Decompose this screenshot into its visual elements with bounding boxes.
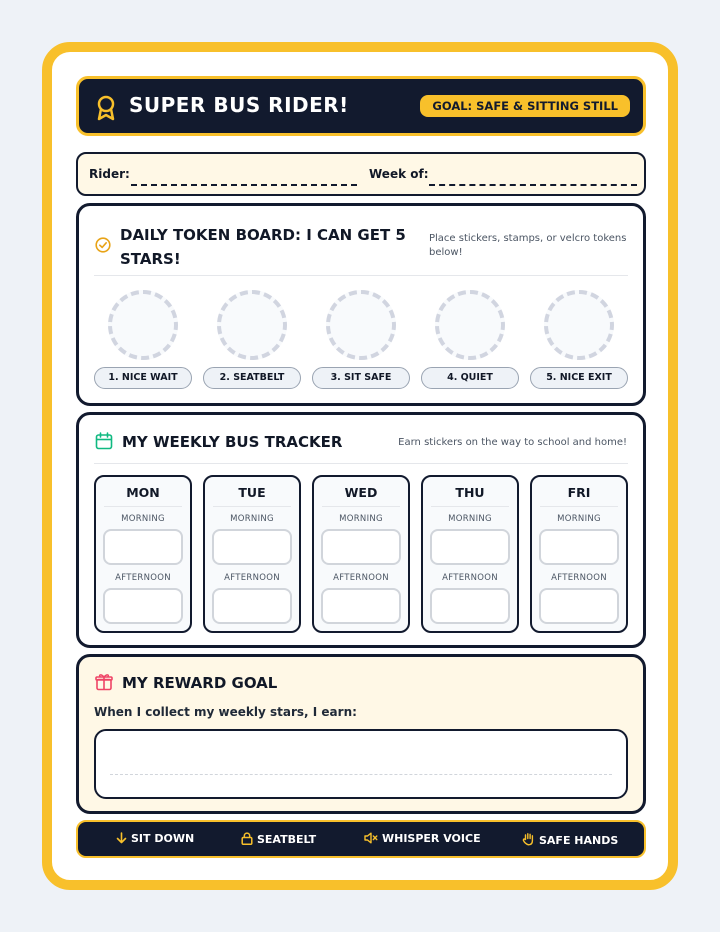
- gift-icon: [95, 673, 113, 691]
- afternoon-label: AFTERNOON: [115, 573, 171, 583]
- morning-sticker-box[interactable]: [539, 529, 619, 565]
- hand-icon: [522, 832, 535, 846]
- morning-label: MORNING: [230, 514, 274, 524]
- divider: [213, 506, 291, 507]
- afternoon-label: AFTERNOON: [442, 573, 498, 583]
- token-board-note: Place stickers, stamps, or velcro tokens below!: [429, 233, 627, 258]
- rules-footer: [76, 820, 646, 858]
- speaker-mute-icon: [364, 832, 378, 844]
- reward-answer-box[interactable]: [94, 729, 628, 799]
- step-label-3: 3. SIT SAFE: [312, 367, 410, 389]
- token-spot-3[interactable]: [326, 290, 396, 360]
- rider-info-row: [76, 152, 646, 196]
- day-name: THU: [455, 485, 485, 500]
- rule-label: SAFE HANDS: [539, 834, 619, 847]
- token-spot-5[interactable]: [544, 290, 614, 360]
- afternoon-sticker-box[interactable]: [103, 588, 183, 624]
- day-name: MON: [126, 485, 160, 500]
- rule-seatbelt: [241, 832, 316, 846]
- step-label-2: 2. SEATBELT: [203, 367, 301, 389]
- rule-safe-hands: [522, 832, 618, 847]
- day-column-wed: [312, 475, 410, 633]
- page-title: SUPER BUS RIDER!: [129, 93, 349, 117]
- writing-line: [110, 774, 612, 775]
- rider-name-line[interactable]: [131, 184, 357, 186]
- tracker-note: Earn stickers on the way to school and home!: [398, 437, 627, 448]
- step-label-1: 1. NICE WAIT: [94, 367, 192, 389]
- weekly-bus-tracker: [76, 412, 646, 648]
- divider: [104, 506, 182, 507]
- reward-prompt: When I collect my weekly stars, I earn:: [94, 705, 357, 719]
- reward-goal-section: [76, 654, 646, 814]
- divider: [94, 275, 628, 276]
- arrow-down-icon: [116, 832, 127, 844]
- day-name: FRI: [567, 485, 591, 500]
- calendar-icon: [95, 432, 113, 450]
- divider: [94, 463, 628, 464]
- week-of-line[interactable]: [429, 184, 637, 186]
- afternoon-label: AFTERNOON: [224, 573, 280, 583]
- rule-label: SEATBELT: [257, 833, 317, 846]
- award-ribbon-icon: [95, 95, 117, 121]
- afternoon-sticker-box[interactable]: [430, 588, 510, 624]
- worksheet-card: [42, 42, 678, 890]
- day-column-fri: [530, 475, 628, 633]
- morning-label: MORNING: [557, 514, 601, 524]
- morning-sticker-box[interactable]: [212, 529, 292, 565]
- tracker-title: MY WEEKLY BUS TRACKER: [122, 433, 343, 451]
- afternoon-sticker-box[interactable]: [212, 588, 292, 624]
- divider: [322, 506, 400, 507]
- day-name: TUE: [238, 485, 266, 500]
- day-column-thu: [421, 475, 519, 633]
- token-spot-2[interactable]: [217, 290, 287, 360]
- step-label-5: 5. NICE EXIT: [530, 367, 628, 389]
- morning-label: MORNING: [121, 514, 165, 524]
- rule-label: WHISPER VOICE: [382, 832, 481, 845]
- token-spot-1[interactable]: [108, 290, 178, 360]
- lock-icon: [241, 832, 253, 845]
- goal-badge: GOAL: SAFE & SITTING STILL: [420, 95, 630, 117]
- divider: [431, 506, 509, 507]
- check-circle-icon: [95, 237, 111, 253]
- token-spot-4[interactable]: [435, 290, 505, 360]
- header-banner: [76, 76, 646, 136]
- rule-whisper-voice: [364, 832, 481, 845]
- morning-sticker-box[interactable]: [430, 529, 510, 565]
- daily-token-board: [76, 203, 646, 406]
- afternoon-label: AFTERNOON: [551, 573, 607, 583]
- reward-title: MY REWARD GOAL: [122, 674, 278, 692]
- morning-label: MORNING: [339, 514, 383, 524]
- day-name: WED: [344, 485, 378, 500]
- token-board-title: DAILY TOKEN BOARD: I CAN GET 5 STARS!: [120, 226, 406, 268]
- afternoon-label: AFTERNOON: [333, 573, 389, 583]
- divider: [540, 506, 618, 507]
- afternoon-sticker-box[interactable]: [539, 588, 619, 624]
- rule-sit-down: [116, 832, 194, 845]
- morning-sticker-box[interactable]: [103, 529, 183, 565]
- rider-label: Rider:: [89, 167, 130, 181]
- morning-sticker-box[interactable]: [321, 529, 401, 565]
- step-label-4: 4. QUIET: [421, 367, 519, 389]
- rule-label: SIT DOWN: [131, 832, 195, 845]
- day-column-tue: [203, 475, 301, 633]
- day-column-mon: [94, 475, 192, 633]
- morning-label: MORNING: [448, 514, 492, 524]
- week-of-label: Week of:: [369, 167, 429, 181]
- afternoon-sticker-box[interactable]: [321, 588, 401, 624]
